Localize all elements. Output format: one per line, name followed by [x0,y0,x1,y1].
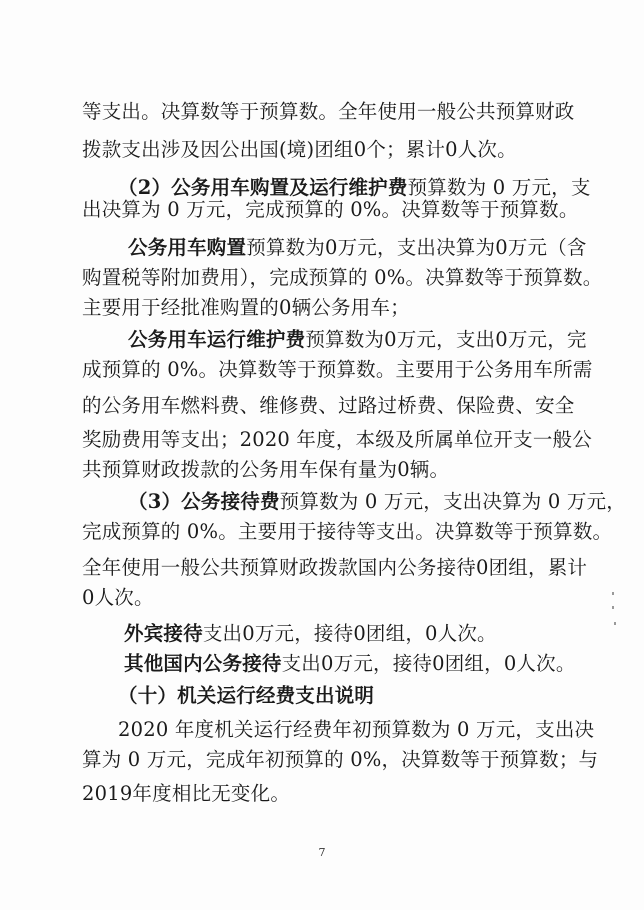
text-segment: 等支出。决算数等于预算数。全年使用一般公共预算财政 [82,100,575,123]
text-line [82,358,593,382]
text-line [82,394,575,418]
text-segment: 预算数为0万元，支出0万元，完 [305,328,587,351]
text-line [82,296,410,320]
text-segment: 完成预算的 0%。主要用于接待等支出。决算数等于预算数。 [82,520,613,543]
bold-heading-segment: 外宾接待 [124,622,203,645]
text-segment: 预算数为 0 万元，支出决算为 0 万元， [279,490,626,513]
text-line [118,176,591,200]
text-line [82,198,579,222]
text-segment: 出决算为 0 万元，完成预算的 0%。决算数等于预算数。 [82,198,579,221]
text-segment: 2020 年度机关运行经费年初预算数为 0 万元，支出决 [118,718,595,741]
text-line [82,100,575,124]
text-line [82,138,517,162]
scan-speck [612,592,614,595]
bold-heading-segment: （十）机关运行经费支出说明 [118,684,375,707]
text-segment: 支出0万元，接待0团组，0人次。 [281,652,576,675]
text-segment: 共预算财政拨款的公务用车保有量为0辆。 [82,458,450,481]
text-line [82,586,154,610]
text-line [128,328,587,352]
text-segment: 拨款支出涉及因公出国(境)团组0个；累计0人次。 [82,138,517,161]
text-segment: 预算数为 0 万元，支 [407,176,591,199]
text-segment: 主要用于经批准购置的0辆公务用车； [82,296,410,319]
text-line [82,748,598,772]
bold-heading-segment: （2）公务用车购置及运行维护费 [118,176,408,199]
scan-speck [612,606,614,609]
text-line [82,556,587,580]
text-segment: 预算数为0万元，支出决算为0万元（含 [246,236,587,259]
text-segment: 2019年度相比无变化。 [82,782,291,805]
scan-speck [614,622,616,625]
text-segment: 全年使用一般公共预算财政拨款国内公务接待0团组，累计 [82,556,588,579]
bold-heading-segment: 公务用车购置 [128,236,247,259]
text-line [128,490,626,514]
bold-heading-segment: （3）公务接待费 [128,490,280,513]
text-segment: 购置税等附加费用），完成预算的 0%。决算数等于预算数。 [82,266,603,289]
text-line [82,458,449,482]
section-heading [118,684,374,708]
text-segment: 算为 0 万元，完成年初预算的 0%，决算数等于预算数；与 [82,748,599,771]
text-segment: 0人次。 [82,586,154,609]
text-line [82,266,602,290]
text-line [82,520,612,544]
page-number: 7 [318,846,326,859]
text-segment: 的公务用车燃料费、维修费、过路过桥费、保险费、安全 [82,394,575,417]
bold-heading-segment: 其他国内公务接待 [124,652,282,675]
text-line [124,622,497,646]
bold-heading-segment: 公务用车运行维护费 [128,328,306,351]
text-line [128,236,587,260]
text-line [82,782,290,806]
text-segment: 成预算的 0%。决算数等于预算数。主要用于公务用车所需 [82,358,593,381]
text-line [118,718,594,742]
text-segment: 支出0万元，接待0团组，0人次。 [202,622,497,645]
text-line [124,652,576,676]
text-segment: 奖励费用等支出；2020 年度，本级及所属单位开支一般公 [82,428,592,451]
text-line [82,428,592,452]
